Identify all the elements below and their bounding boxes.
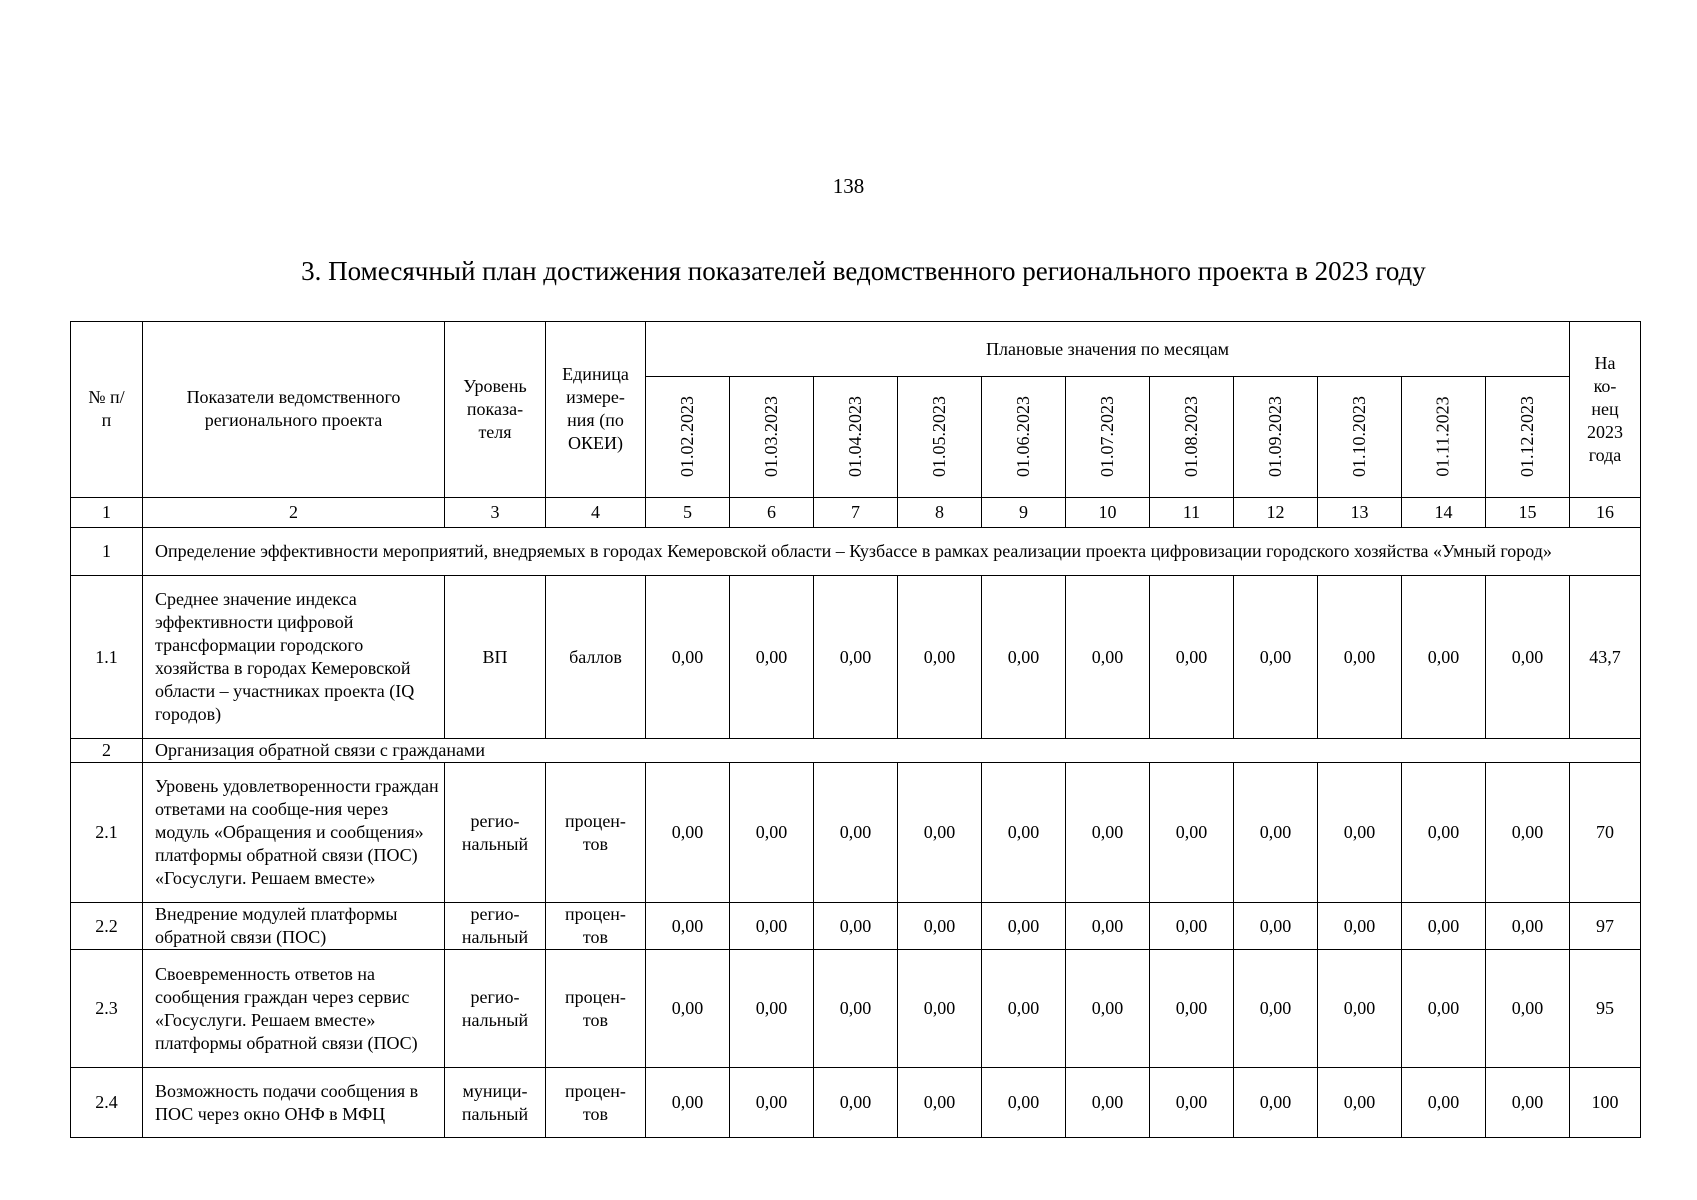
table-row	[71, 576, 1641, 739]
header-indicator-label: Показатели ведомственного регионального проекта	[186, 387, 401, 431]
monthly-value: 0,00	[1402, 903, 1486, 950]
monthly-value: 0,00	[730, 576, 814, 739]
indicator-level	[445, 576, 546, 739]
indicator-unit-label: процен-тов	[565, 1080, 626, 1124]
monthly-value: 0,00	[1318, 1068, 1402, 1138]
header-date-label: 01.12.2023	[1517, 396, 1537, 478]
column-number: 13	[1318, 498, 1402, 528]
header-end	[1570, 322, 1641, 497]
header-num	[71, 322, 143, 497]
monthly-value: 0,00	[1402, 950, 1486, 1068]
header-date	[1150, 377, 1234, 497]
monthly-value: 0,00	[1402, 576, 1486, 739]
monthly-value: 0,00	[898, 763, 982, 903]
monthly-value: 0,00	[982, 1068, 1066, 1138]
row-number: 2.3	[71, 950, 143, 1068]
column-number: 7	[814, 498, 898, 528]
indicator-level	[445, 1068, 546, 1138]
header-date-label: 01.04.2023	[845, 396, 865, 478]
monthly-value: 0,00	[814, 576, 898, 739]
column-number: 15	[1486, 498, 1570, 528]
header-date	[814, 377, 898, 497]
indicator-name: Среднее значение индекса эффективности цифровой трансформации городского хозяйства в городах Кемеровской области – участниках проекта (IQ городов)	[143, 576, 445, 739]
indicator-unit-label: процен-тов	[565, 810, 626, 854]
monthly-value: 0,00	[1486, 1068, 1570, 1138]
header-level-label: Уровень показа-теля	[463, 375, 527, 442]
monthly-value: 0,00	[1318, 903, 1402, 950]
column-number: 3	[445, 498, 546, 528]
monthly-value: 0,00	[646, 576, 730, 739]
monthly-value: 0,00	[646, 1068, 730, 1138]
indicator-level-label: регио-нальный	[461, 810, 529, 854]
header-unit-label: Единица измере-ния (по ОКЕИ)	[562, 364, 629, 454]
monthly-value: 0,00	[1402, 1068, 1486, 1138]
year-end-value: 43,7	[1570, 576, 1641, 739]
header-date-label: 01.03.2023	[761, 396, 781, 478]
header-end-label: На ко-нец 2023 года	[1587, 352, 1623, 465]
header-date-label: 01.09.2023	[1265, 396, 1285, 478]
monthly-value: 0,00	[1486, 576, 1570, 739]
section-row	[71, 739, 1641, 763]
column-number: 12	[1234, 498, 1318, 528]
header-date-label: 01.10.2023	[1349, 396, 1369, 478]
column-number: 5	[646, 498, 730, 528]
header-date	[1066, 377, 1150, 497]
monthly-value: 0,00	[982, 763, 1066, 903]
header-date-label: 01.08.2023	[1181, 396, 1201, 478]
monthly-value: 0,00	[1150, 903, 1234, 950]
column-number: 4	[546, 498, 646, 528]
year-end-value: 95	[1570, 950, 1641, 1068]
year-end-value: 70	[1570, 763, 1641, 903]
column-number: 16	[1570, 498, 1641, 528]
monthly-value: 0,00	[1234, 1068, 1318, 1138]
row-number: 2.1	[71, 763, 143, 903]
indicator-level	[445, 950, 546, 1068]
indicator-unit	[546, 903, 646, 950]
monthly-value: 0,00	[982, 950, 1066, 1068]
indicator-level	[445, 763, 546, 903]
monthly-value: 0,00	[814, 1068, 898, 1138]
monthly-value: 0,00	[1066, 903, 1150, 950]
monthly-value: 0,00	[1066, 950, 1150, 1068]
header-date	[730, 377, 814, 497]
header-date-label: 01.05.2023	[929, 396, 949, 478]
indicator-level-label: муници-пальный	[461, 1080, 529, 1124]
monthly-value: 0,00	[1234, 950, 1318, 1068]
header-indicator	[143, 322, 445, 497]
indicator-unit-label: баллов	[569, 646, 622, 667]
section-number: 1	[71, 528, 143, 576]
column-number: 14	[1402, 498, 1486, 528]
year-end-value: 97	[1570, 903, 1641, 950]
column-number: 9	[982, 498, 1066, 528]
indicator-name: Уровень удовлетворенности граждан ответами на сообще-ния через модуль «Обращения и сообщения» платформы обратной связи (ПОС) «Госуслуги. Решаем вместе»	[143, 763, 445, 903]
column-number-row	[71, 498, 1641, 528]
indicator-name: Возможность подачи сообщения в ПОС через окно ОНФ в МФЦ	[143, 1068, 445, 1138]
header-date	[1486, 377, 1570, 497]
page-number: 138	[832, 174, 865, 198]
indicator-level-label: регио-нальный	[461, 904, 529, 947]
header-date	[1318, 377, 1402, 497]
monthly-value: 0,00	[898, 1068, 982, 1138]
monthly-value: 0,00	[1318, 763, 1402, 903]
header-num-label: № п/п	[88, 387, 125, 431]
monthly-value: 0,00	[730, 1068, 814, 1138]
header-date-label: 01.07.2023	[1097, 396, 1117, 478]
column-number: 6	[730, 498, 814, 528]
indicator-unit	[546, 950, 646, 1068]
monthly-value: 0,00	[982, 903, 1066, 950]
monthly-value: 0,00	[730, 903, 814, 950]
monthly-value: 0,00	[1234, 903, 1318, 950]
header-unit	[546, 322, 646, 497]
header-date-label: 01.02.2023	[677, 396, 697, 478]
row-number: 2.2	[71, 903, 143, 950]
monthly-value: 0,00	[1066, 763, 1150, 903]
indicator-level	[445, 903, 546, 950]
row-number: 1.1	[71, 576, 143, 739]
indicator-level-label: ВП	[482, 646, 508, 667]
header-table	[70, 321, 1641, 497]
indicator-unit-label: процен-тов	[565, 904, 626, 947]
monthly-value: 0,00	[1150, 576, 1234, 739]
monthly-value: 0,00	[1150, 763, 1234, 903]
section-number: 2	[71, 739, 143, 763]
column-number: 1	[71, 498, 143, 528]
monthly-value: 0,00	[646, 903, 730, 950]
section-title: Определение эффективности мероприятий, внедряемых в городах Кемеровской области – Кузбассе в рамках реализации проекта цифровизации городского хозяйства «Умный город»	[143, 528, 1641, 576]
monthly-value: 0,00	[1066, 576, 1150, 739]
monthly-value: 0,00	[814, 950, 898, 1068]
monthly-value: 0,00	[646, 950, 730, 1068]
header-date	[898, 377, 982, 497]
monthly-value: 0,00	[1486, 950, 1570, 1068]
indicator-name: Внедрение модулей платформы обратной связи (ПОС)	[143, 903, 445, 950]
header-date	[646, 377, 730, 497]
header-date	[1234, 377, 1318, 497]
indicator-unit	[546, 576, 646, 739]
indicator-level-label: регио-нальный	[461, 986, 529, 1030]
monthly-value: 0,00	[814, 903, 898, 950]
monthly-value: 0,00	[1234, 763, 1318, 903]
table-row	[71, 950, 1641, 1068]
column-number: 8	[898, 498, 982, 528]
year-end-value: 100	[1570, 1068, 1641, 1138]
indicator-unit	[546, 1068, 646, 1138]
monthly-value: 0,00	[1402, 763, 1486, 903]
monthly-value: 0,00	[1318, 576, 1402, 739]
header-date	[1402, 377, 1486, 497]
indicator-unit	[546, 763, 646, 903]
table-row	[71, 763, 1641, 903]
section-row	[71, 528, 1641, 576]
table-row	[71, 1068, 1641, 1138]
monthly-value: 0,00	[982, 576, 1066, 739]
column-number: 11	[1150, 498, 1234, 528]
monthly-value: 0,00	[1318, 950, 1402, 1068]
header-level	[445, 322, 546, 497]
monthly-value: 0,00	[730, 763, 814, 903]
header-date-label: 01.11.2023	[1433, 396, 1453, 477]
monthly-value: 0,00	[1066, 1068, 1150, 1138]
monthly-value: 0,00	[814, 763, 898, 903]
section-title: Организация обратной связи с гражданами	[143, 739, 1641, 763]
monthly-value: 0,00	[730, 950, 814, 1068]
monthly-value: 0,00	[898, 576, 982, 739]
monthly-value: 0,00	[1234, 576, 1318, 739]
column-number: 2	[143, 498, 445, 528]
indicator-name: Своевременность ответов на сообщения граждан через сервис «Госуслуги. Решаем вместе» платформы обратной связи (ПОС)	[143, 950, 445, 1068]
monthly-value: 0,00	[1150, 1068, 1234, 1138]
monthly-value: 0,00	[898, 903, 982, 950]
row-number: 2.4	[71, 1068, 143, 1138]
header-date	[982, 377, 1066, 497]
indicator-unit-label: процен-тов	[565, 986, 626, 1030]
header-monthly: Плановые значения по месяцам	[646, 322, 1570, 377]
header-date-label: 01.06.2023	[1013, 396, 1033, 478]
data-table	[70, 497, 1641, 1138]
monthly-value: 0,00	[646, 763, 730, 903]
monthly-value: 0,00	[1486, 903, 1570, 950]
column-number: 10	[1066, 498, 1150, 528]
monthly-value: 0,00	[898, 950, 982, 1068]
table-row	[71, 903, 1641, 950]
monthly-value: 0,00	[1486, 763, 1570, 903]
monthly-value: 0,00	[1150, 950, 1234, 1068]
page-title: 3. Помесячный план достижения показателей ведомственного регионального проекта в 2023 году	[301, 256, 1426, 286]
